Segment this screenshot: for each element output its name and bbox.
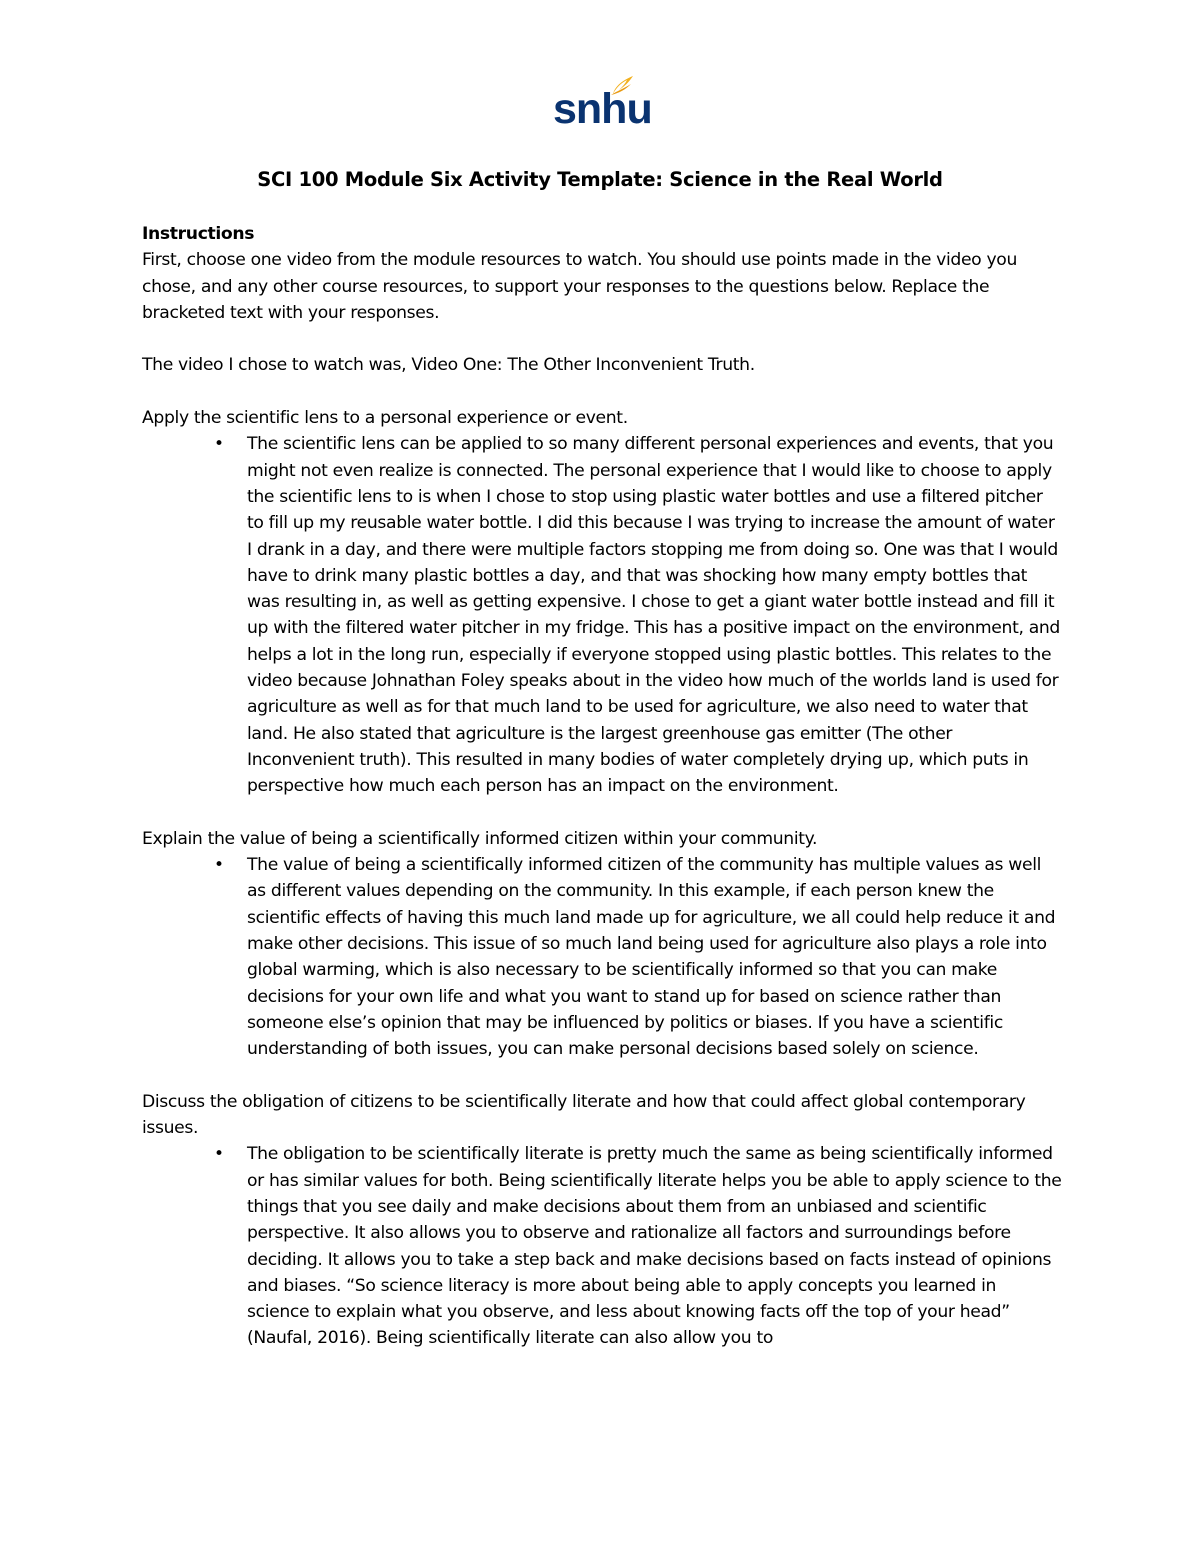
response-text: The scientific lens can be applied to so many different personal experiences and events, that you might not even realize is connected. The personal experience that I would like to choose to apply the scientific lens to is when I chose to stop using plastic water bottles and use a filtered pitcher to fill up my reusable water bottle. I did this because I was trying to increase the amount of water I drank in a day, and there were multiple factors stopping me from doing so. One was that I would have to drink many plastic bottles a day, and that was shocking how many empty bottles that was resulting in, as well as getting expensive. I chose to get a giant water bottle instead and fill it up with the filtered water pitcher in my fridge. This has a positive impact on the environment, and helps a lot in the long run, especially if everyone stopped using plastic bottles. This relates to the video because Johnathan Foley speaks about in the video how much of the worlds land is used for agriculture as well as for that much land to be used for agriculture, we also need to water that land. He also stated that agriculture is the largest greenhouse gas emitter (The other Inconvenient truth). This resulted in many bodies of water completely drying up, which puts in perspective how much each person has an impact on the environment. bbox=[247, 434, 1060, 797]
bullet-icon: • bbox=[214, 1144, 224, 1165]
response-text: The value of being a scientifically informed citizen of the community has multiple values as well as different values depending on the community. In this example, if each person knew the scientific effects of having this much land made up for agriculture, we all could help reduce it and make other decisions. This issue of so much land being used for agriculture also plays a role into global warming, which is also necessary to be scientifically informed so that you can make decisions for your own life and what you want to stand up for based on science rather than someone else’s opinion that may be influenced by politics or biases. If you have a scientific understanding of both issues, you can make personal decisions based solely on science. bbox=[247, 855, 1056, 1060]
instructions-text: First, choose one video from the module resources to watch. You should use points made in the video you chose, and any other course resources, to support your responses to the questions below. Replace the bracketed text with your responses. bbox=[142, 250, 1017, 323]
video-statement: The video I chose to watch was, Video One: The Other Inconvenient Truth. bbox=[142, 355, 755, 376]
document-body bbox=[142, 221, 1062, 1352]
section-prompt: Apply the scientific lens to a personal experience or event. bbox=[142, 408, 628, 429]
response-text: The obligation to be scientifically literate is pretty much the same as being scientifically informed or has similar values for both. Being scientifically literate helps you be able to apply science to the things that you see daily and make decisions about them from an unbiased and scientific perspective. It also allows you to observe and rationalize all factors and surroundings before deciding. It allows you to take a step back and make decisions based on facts instead of opinions and biases. “So science literacy is more about being able to apply concepts you learned in science to explain what you observe, and less about knowing facts off the top of your head” (Naufal, 2016). Being scientifically literate can also allow you to bbox=[247, 1144, 1062, 1349]
bullet-icon: • bbox=[214, 855, 224, 876]
instructions-heading: Instructions bbox=[142, 224, 255, 244]
spacer bbox=[142, 379, 1062, 405]
spacer bbox=[142, 1063, 1062, 1089]
bullet-icon: • bbox=[214, 434, 224, 455]
snhu-logo bbox=[553, 74, 652, 134]
section-prompt: Explain the value of being a scientifically informed citizen within your community. bbox=[142, 828, 818, 849]
spacer bbox=[142, 326, 1062, 352]
document-title: SCI 100 Module Six Activity Template: Science in the Real World bbox=[257, 168, 943, 191]
logo-wordmark: snhu bbox=[553, 85, 652, 133]
response-list-item bbox=[142, 431, 1062, 799]
response-list-item bbox=[142, 1141, 1062, 1351]
response-list-item bbox=[142, 852, 1062, 1062]
spacer bbox=[142, 800, 1062, 826]
section-prompt: Discuss the obligation of citizens to be scientifically literate and how that could affect global contemporary issues. bbox=[142, 1091, 1026, 1139]
